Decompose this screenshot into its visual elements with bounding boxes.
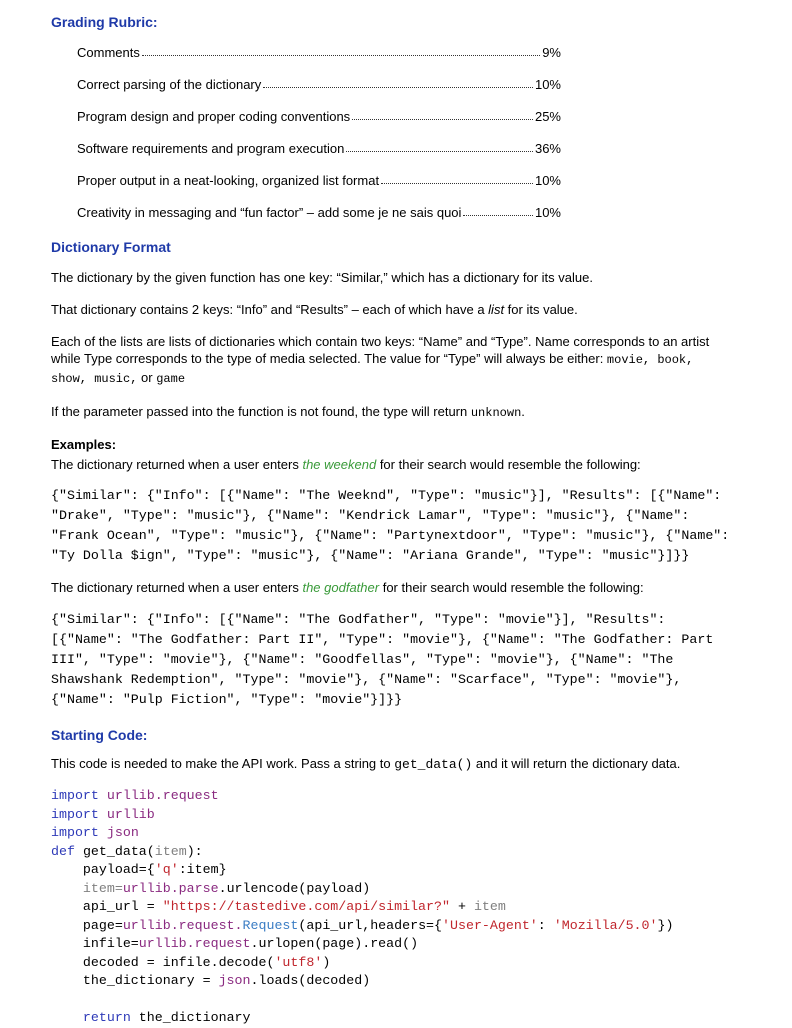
code-line: the_dictionary = json.loads(decoded): [82, 973, 371, 988]
p3-line3: show, music, or game: [51, 370, 186, 386]
example1-intro: The dictionary returned when a user enters the weekend for their search would resemble the following:: [51, 457, 641, 472]
code-line: "Frank Ocean", "Type": "music"}, {"Name": "Partynextdoor", "Type": "music"}, {"Name":: [51, 528, 730, 543]
code-line: "Ty Dolla $ign", "Type": "music"}, {"Name": "Ariana Grande", "Type": "music"}]}}: [51, 548, 690, 563]
code-line: import urllib: [51, 806, 155, 822]
rubric-item-label: Software requirements and program execution: [77, 141, 345, 156]
code-line: {"Similar": {"Info": [{"Name": "The Weeknd", "Type": "music"}], "Results": [{"Name":: [51, 488, 722, 503]
example2-intro: The dictionary returned when a user enters the godfather for their search would resemble the following:: [51, 580, 644, 595]
code-line: item=urllib.parse.urlencode(payload): [82, 880, 371, 896]
code-line: payload={'q':item}: [82, 862, 227, 877]
rubric-item: [77, 138, 561, 156]
code-line: {"Similar": {"Info": [{"Name": "The Godfather", "Type": "movie"}], "Results":: [51, 612, 666, 627]
rubric-item-label: Correct parsing of the dictionary: [77, 77, 262, 92]
rubric-item: [77, 42, 561, 60]
code-line: III", "Type": "movie"}, {"Name": "Goodfellas", "Type": "movie"}, {"Name": "The: [51, 652, 674, 667]
examples-heading: Examples:: [51, 437, 117, 452]
code-line: decoded = infile.decode('utf8'): [82, 954, 331, 970]
code-line: api_url = "https://tastedive.com/api/similar?" + item: [82, 899, 506, 914]
rubric-heading: Grading Rubric:: [51, 14, 158, 30]
example1-code: [51, 486, 729, 566]
p3-line2: while Type corresponds to the type of media selected. The value for “Type” will always be either: movie, book,: [51, 351, 694, 367]
example2-code: [51, 610, 713, 710]
dict-format-p1: The dictionary by the given function has one key: “Similar,” which has a dictionary for its value.: [51, 270, 593, 285]
starting-code-desc: This code is needed to make the API work. Pass a string to get_data() and it will return the dictionary data.: [51, 756, 681, 772]
rubric-item: [77, 106, 561, 124]
rubric-item-label: Comments: [77, 45, 140, 60]
code-line: [{"Name": "The Godfather: Part II", "Type": "movie"}, {"Name": "The Godfather: Part: [51, 632, 714, 647]
code-line: page=urllib.request.Request(api_url,headers={'User-Agent': 'Mozilla/5.0'}): [82, 917, 674, 933]
dictionary-format-heading: Dictionary Format: [51, 239, 171, 255]
starting-code-block: [51, 787, 673, 1028]
rubric-item-leader: [142, 55, 540, 56]
rubric-item-leader: [352, 119, 533, 120]
code-line: "Drake", "Type": "music"}, {"Name": "Kendrick Lamar", "Type": "music"}, {"Name":: [51, 508, 690, 523]
rubric-item-percent: 10%: [534, 77, 561, 92]
rubric-item: [77, 170, 561, 188]
code-line: import urllib.request: [51, 788, 219, 803]
rubric-item-leader: [463, 215, 533, 216]
code-line: Shawshank Redemption", "Type": "movie"}, {"Name": "Scarface", "Type": "movie"},: [51, 672, 682, 687]
code-line: def get_data(item):: [51, 843, 203, 859]
p3-line1: Each of the lists are lists of dictionaries which contain two keys: “Name” and “Type”. Name corresponds to an artist: [51, 334, 710, 349]
starting-code-heading: Starting Code:: [51, 727, 148, 743]
dict-format-p2: That dictionary contains 2 keys: “Info” and “Results” – each of which have a list for its value.: [51, 302, 578, 317]
rubric-item-percent: 25%: [534, 109, 561, 124]
code-line: return the_dictionary: [82, 1010, 251, 1025]
code-line: infile=urllib.request.urlopen(page).read(): [82, 936, 419, 951]
rubric-item-leader: [346, 151, 533, 152]
rubric-item-leader: [263, 87, 533, 88]
rubric-item: [77, 202, 561, 220]
code-line: [51, 991, 673, 1010]
code-line: import json: [51, 825, 139, 840]
rubric-item-leader: [381, 183, 533, 184]
dict-format-p4: If the parameter passed into the function is not found, the type will return unknown.: [51, 404, 525, 420]
rubric-item-percent: 10%: [534, 205, 561, 220]
rubric-item: [77, 74, 561, 92]
code-line: {"Name": "Pulp Fiction", "Type": "movie"}]}}: [51, 692, 403, 707]
dict-format-p3: [51, 333, 786, 388]
rubric-item-label: Proper output in a neat-looking, organized list format: [77, 173, 380, 188]
rubric-item-percent: 10%: [534, 173, 561, 188]
rubric-item-label: Program design and proper coding conventions: [77, 109, 351, 124]
rubric-item-percent: 9%: [542, 45, 561, 60]
rubric-item-label: Creativity in messaging and “fun factor” – add some je ne sais quoi: [77, 205, 462, 220]
rubric-item-percent: 36%: [534, 141, 561, 156]
